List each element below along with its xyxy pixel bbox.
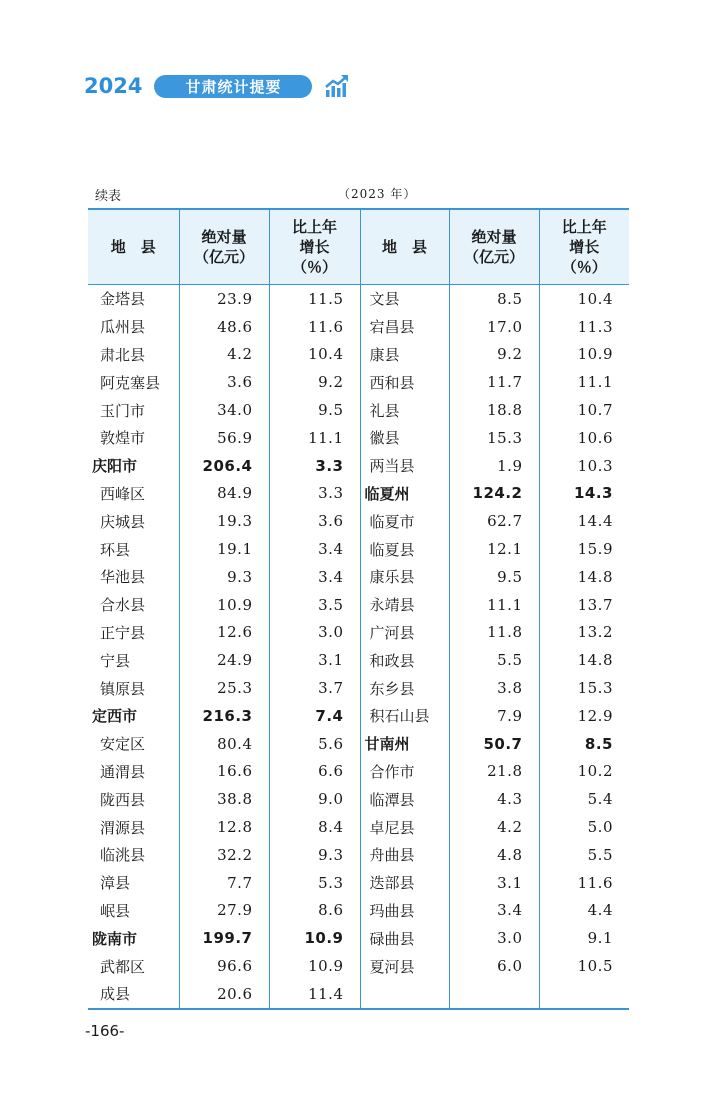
- absolute-value-cell: 3.4: [449, 897, 539, 925]
- book-header: [84, 72, 350, 100]
- growth-rate-cell: 4.4: [539, 897, 629, 925]
- growth-rate-cell: 11.6: [269, 313, 360, 341]
- region-name-cell: 卓尼县: [360, 813, 449, 841]
- region-name-cell: [360, 980, 449, 1009]
- region-name-cell: 正宁县: [100, 623, 146, 642]
- growth-rate-cell: 5.6: [269, 730, 360, 758]
- absolute-value-cell: 27.9: [179, 897, 269, 925]
- growth-rate-cell: 10.4: [269, 341, 360, 369]
- growth-rate-cell: 13.7: [539, 591, 629, 619]
- growth-rate-cell: 5.0: [539, 813, 629, 841]
- growth-rate-cell: 6.6: [269, 758, 360, 786]
- header-region-left: 地 县: [88, 209, 179, 285]
- absolute-value-cell: 9.5: [449, 563, 539, 591]
- table-row: [88, 285, 629, 313]
- region-name-cell: 阿克塞县: [100, 373, 161, 392]
- region-name-cell: 华池县: [100, 568, 146, 587]
- absolute-value-cell: 25.3: [179, 674, 269, 702]
- chart-up-icon: [324, 73, 350, 99]
- absolute-value-cell: 3.0: [449, 924, 539, 952]
- growth-rate-cell: 14.3: [539, 480, 629, 508]
- region-name-cell: 漳县: [100, 874, 131, 893]
- growth-rate-cell: 3.6: [269, 507, 360, 535]
- table-row: [88, 841, 629, 869]
- region-name-cell: 永靖县: [360, 591, 449, 619]
- table-row: [88, 341, 629, 369]
- growth-rate-cell: 15.9: [539, 535, 629, 563]
- table-row: [88, 897, 629, 925]
- region-name-cell: 临夏市: [360, 507, 449, 535]
- growth-rate-cell: 11.1: [269, 424, 360, 452]
- table-row: [88, 785, 629, 813]
- growth-rate-cell: 3.7: [269, 674, 360, 702]
- absolute-value-cell: 7.9: [449, 702, 539, 730]
- region-name-cell: 陇南市: [92, 929, 138, 948]
- table-row: [88, 952, 629, 980]
- absolute-value-cell: 32.2: [179, 841, 269, 869]
- absolute-value-cell: 20.6: [179, 980, 269, 1009]
- region-name-cell: 徽县: [360, 424, 449, 452]
- growth-rate-cell: 8.4: [269, 813, 360, 841]
- absolute-value-cell: 17.0: [449, 313, 539, 341]
- region-name-cell: 东乡县: [360, 674, 449, 702]
- absolute-value-cell: 96.6: [179, 952, 269, 980]
- absolute-value-cell: 80.4: [179, 730, 269, 758]
- absolute-value-cell: 3.1: [449, 869, 539, 897]
- growth-rate-cell: 5.4: [539, 785, 629, 813]
- table-row: [88, 368, 629, 396]
- book-title: 甘肃统计提要: [154, 75, 312, 98]
- absolute-value-cell: 7.7: [179, 869, 269, 897]
- growth-rate-cell: 9.2: [269, 368, 360, 396]
- table-row: [88, 507, 629, 535]
- region-name-cell: 金塔县: [100, 290, 146, 309]
- table-row: [88, 563, 629, 591]
- growth-rate-cell: 10.9: [269, 952, 360, 980]
- region-name-cell: 镇原县: [100, 679, 146, 698]
- county-data-table: [88, 208, 629, 1010]
- table-row: [88, 452, 629, 480]
- growth-rate-cell: 10.2: [539, 758, 629, 786]
- absolute-value-cell: 216.3: [179, 702, 269, 730]
- absolute-value-cell: 4.3: [449, 785, 539, 813]
- growth-rate-cell: 14.8: [539, 563, 629, 591]
- region-name-cell: 临洮县: [100, 846, 146, 865]
- growth-rate-cell: 10.9: [539, 341, 629, 369]
- growth-rate-cell: 10.3: [539, 452, 629, 480]
- absolute-value-cell: 21.8: [449, 758, 539, 786]
- header-growth-right: 比上年 增长 （％）: [539, 209, 629, 285]
- growth-rate-cell: 11.3: [539, 313, 629, 341]
- growth-rate-cell: 13.2: [539, 619, 629, 647]
- table-row: [88, 980, 629, 1009]
- growth-rate-cell: 10.7: [539, 396, 629, 424]
- absolute-value-cell: 9.2: [449, 341, 539, 369]
- region-name-cell: 迭部县: [360, 869, 449, 897]
- growth-rate-cell: 10.5: [539, 952, 629, 980]
- table-row: [88, 396, 629, 424]
- table-year-unit: （2023 年）: [338, 187, 417, 201]
- region-name-cell: 舟曲县: [360, 841, 449, 869]
- absolute-value-cell: 4.2: [449, 813, 539, 841]
- growth-rate-cell: 3.4: [269, 535, 360, 563]
- absolute-value-cell: 48.6: [179, 313, 269, 341]
- absolute-value-cell: 124.2: [449, 480, 539, 508]
- region-name-cell: 定西市: [92, 707, 138, 726]
- region-name-cell: 临潭县: [360, 785, 449, 813]
- absolute-value-cell: 4.2: [179, 341, 269, 369]
- region-name-cell: 康县: [360, 341, 449, 369]
- absolute-value-cell: 8.5: [449, 285, 539, 313]
- growth-rate-cell: [539, 980, 629, 1009]
- page-number: -166-: [85, 1022, 125, 1040]
- table-row: [88, 813, 629, 841]
- region-name-cell: 临夏县: [360, 535, 449, 563]
- table-row: [88, 869, 629, 897]
- table-header-row: [88, 209, 629, 285]
- growth-rate-cell: 3.1: [269, 646, 360, 674]
- absolute-value-cell: 38.8: [179, 785, 269, 813]
- absolute-value-cell: 19.3: [179, 507, 269, 535]
- growth-rate-cell: 3.0: [269, 619, 360, 647]
- growth-rate-cell: 12.9: [539, 702, 629, 730]
- region-name-cell: 武都区: [100, 957, 146, 976]
- absolute-value-cell: 12.1: [449, 535, 539, 563]
- region-name-cell: 敦煌市: [100, 429, 146, 448]
- region-name-cell: 玉门市: [100, 401, 146, 420]
- header-region-right: 地 县: [360, 209, 449, 285]
- absolute-value-cell: 24.9: [179, 646, 269, 674]
- table-row: [88, 313, 629, 341]
- absolute-value-cell: 3.6: [179, 368, 269, 396]
- growth-rate-cell: 11.1: [539, 368, 629, 396]
- table-row: [88, 646, 629, 674]
- growth-rate-cell: 3.4: [269, 563, 360, 591]
- table-row: [88, 424, 629, 452]
- absolute-value-cell: 62.7: [449, 507, 539, 535]
- growth-rate-cell: 9.3: [269, 841, 360, 869]
- absolute-value-cell: 5.5: [449, 646, 539, 674]
- growth-rate-cell: 9.5: [269, 396, 360, 424]
- table-row: [88, 758, 629, 786]
- absolute-value-cell: 9.3: [179, 563, 269, 591]
- growth-rate-cell: 3.5: [269, 591, 360, 619]
- table-body: [88, 285, 629, 1009]
- region-name-cell: 西峰区: [100, 484, 146, 503]
- growth-rate-cell: 11.6: [539, 869, 629, 897]
- growth-rate-cell: 11.5: [269, 285, 360, 313]
- absolute-value-cell: 84.9: [179, 480, 269, 508]
- absolute-value-cell: 16.6: [179, 758, 269, 786]
- region-name-cell: 岷县: [100, 901, 131, 920]
- region-name-cell: 合作市: [360, 758, 449, 786]
- table-row: [88, 591, 629, 619]
- absolute-value-cell: 1.9: [449, 452, 539, 480]
- header-absolute-left: 绝对量 （亿元）: [179, 209, 269, 285]
- region-name-cell: 文县: [360, 285, 449, 313]
- absolute-value-cell: 206.4: [179, 452, 269, 480]
- absolute-value-cell: 56.9: [179, 424, 269, 452]
- region-name-cell: 合水县: [100, 596, 146, 615]
- absolute-value-cell: 11.7: [449, 368, 539, 396]
- region-name-cell: 肃北县: [100, 345, 146, 364]
- absolute-value-cell: 34.0: [179, 396, 269, 424]
- growth-rate-cell: 15.3: [539, 674, 629, 702]
- absolute-value-cell: 12.6: [179, 619, 269, 647]
- growth-rate-cell: 10.4: [539, 285, 629, 313]
- region-name-cell: 临夏州: [360, 480, 449, 508]
- region-name-cell: 宁县: [100, 651, 131, 670]
- growth-rate-cell: 3.3: [269, 480, 360, 508]
- growth-rate-cell: 11.4: [269, 980, 360, 1009]
- region-name-cell: 渭源县: [100, 818, 146, 837]
- growth-rate-cell: 5.3: [269, 869, 360, 897]
- growth-rate-cell: 14.4: [539, 507, 629, 535]
- book-year: 2024: [84, 74, 143, 98]
- region-name-cell: 环县: [100, 540, 131, 559]
- table-row: [88, 480, 629, 508]
- table-row: [88, 674, 629, 702]
- region-name-cell: 宕昌县: [360, 313, 449, 341]
- region-name-cell: 夏河县: [360, 952, 449, 980]
- absolute-value-cell: 50.7: [449, 730, 539, 758]
- growth-rate-cell: 9.1: [539, 924, 629, 952]
- region-name-cell: 安定区: [100, 735, 146, 754]
- table-row: [88, 702, 629, 730]
- table-row: [88, 535, 629, 563]
- region-name-cell: 通渭县: [100, 762, 146, 781]
- table-row: [88, 730, 629, 758]
- region-name-cell: 西和县: [360, 368, 449, 396]
- region-name-cell: 广河县: [360, 619, 449, 647]
- absolute-value-cell: 4.8: [449, 841, 539, 869]
- absolute-value-cell: 15.3: [449, 424, 539, 452]
- growth-rate-cell: 10.9: [269, 924, 360, 952]
- region-name-cell: 陇西县: [100, 790, 146, 809]
- absolute-value-cell: 19.1: [179, 535, 269, 563]
- absolute-value-cell: 11.8: [449, 619, 539, 647]
- growth-rate-cell: 3.3: [269, 452, 360, 480]
- region-name-cell: 碌曲县: [360, 924, 449, 952]
- growth-rate-cell: 9.0: [269, 785, 360, 813]
- absolute-value-cell: 12.8: [179, 813, 269, 841]
- growth-rate-cell: 5.5: [539, 841, 629, 869]
- absolute-value-cell: 3.8: [449, 674, 539, 702]
- header-growth-left: 比上年 增长 （％）: [269, 209, 360, 285]
- growth-rate-cell: 8.5: [539, 730, 629, 758]
- region-name-cell: 瓜州县: [100, 318, 146, 337]
- region-name-cell: 成县: [100, 985, 131, 1004]
- absolute-value-cell: [449, 980, 539, 1009]
- table-row: [88, 619, 629, 647]
- region-name-cell: 康乐县: [360, 563, 449, 591]
- absolute-value-cell: 6.0: [449, 952, 539, 980]
- absolute-value-cell: 18.8: [449, 396, 539, 424]
- region-name-cell: 两当县: [360, 452, 449, 480]
- growth-rate-cell: 7.4: [269, 702, 360, 730]
- region-name-cell: 庆阳市: [92, 457, 138, 476]
- region-name-cell: 甘南州: [360, 730, 449, 758]
- region-name-cell: 庆城县: [100, 512, 146, 531]
- absolute-value-cell: 199.7: [179, 924, 269, 952]
- growth-rate-cell: 14.8: [539, 646, 629, 674]
- absolute-value-cell: 23.9: [179, 285, 269, 313]
- absolute-value-cell: 11.1: [449, 591, 539, 619]
- absolute-value-cell: 10.9: [179, 591, 269, 619]
- header-absolute-right: 绝对量 （亿元）: [449, 209, 539, 285]
- region-name-cell: 积石山县: [360, 702, 449, 730]
- region-name-cell: 玛曲县: [360, 897, 449, 925]
- region-name-cell: 和政县: [360, 646, 449, 674]
- growth-rate-cell: 10.6: [539, 424, 629, 452]
- growth-rate-cell: 8.6: [269, 897, 360, 925]
- region-name-cell: 礼县: [360, 396, 449, 424]
- table-row: [88, 924, 629, 952]
- table-continued-note: 续表: [95, 189, 122, 204]
